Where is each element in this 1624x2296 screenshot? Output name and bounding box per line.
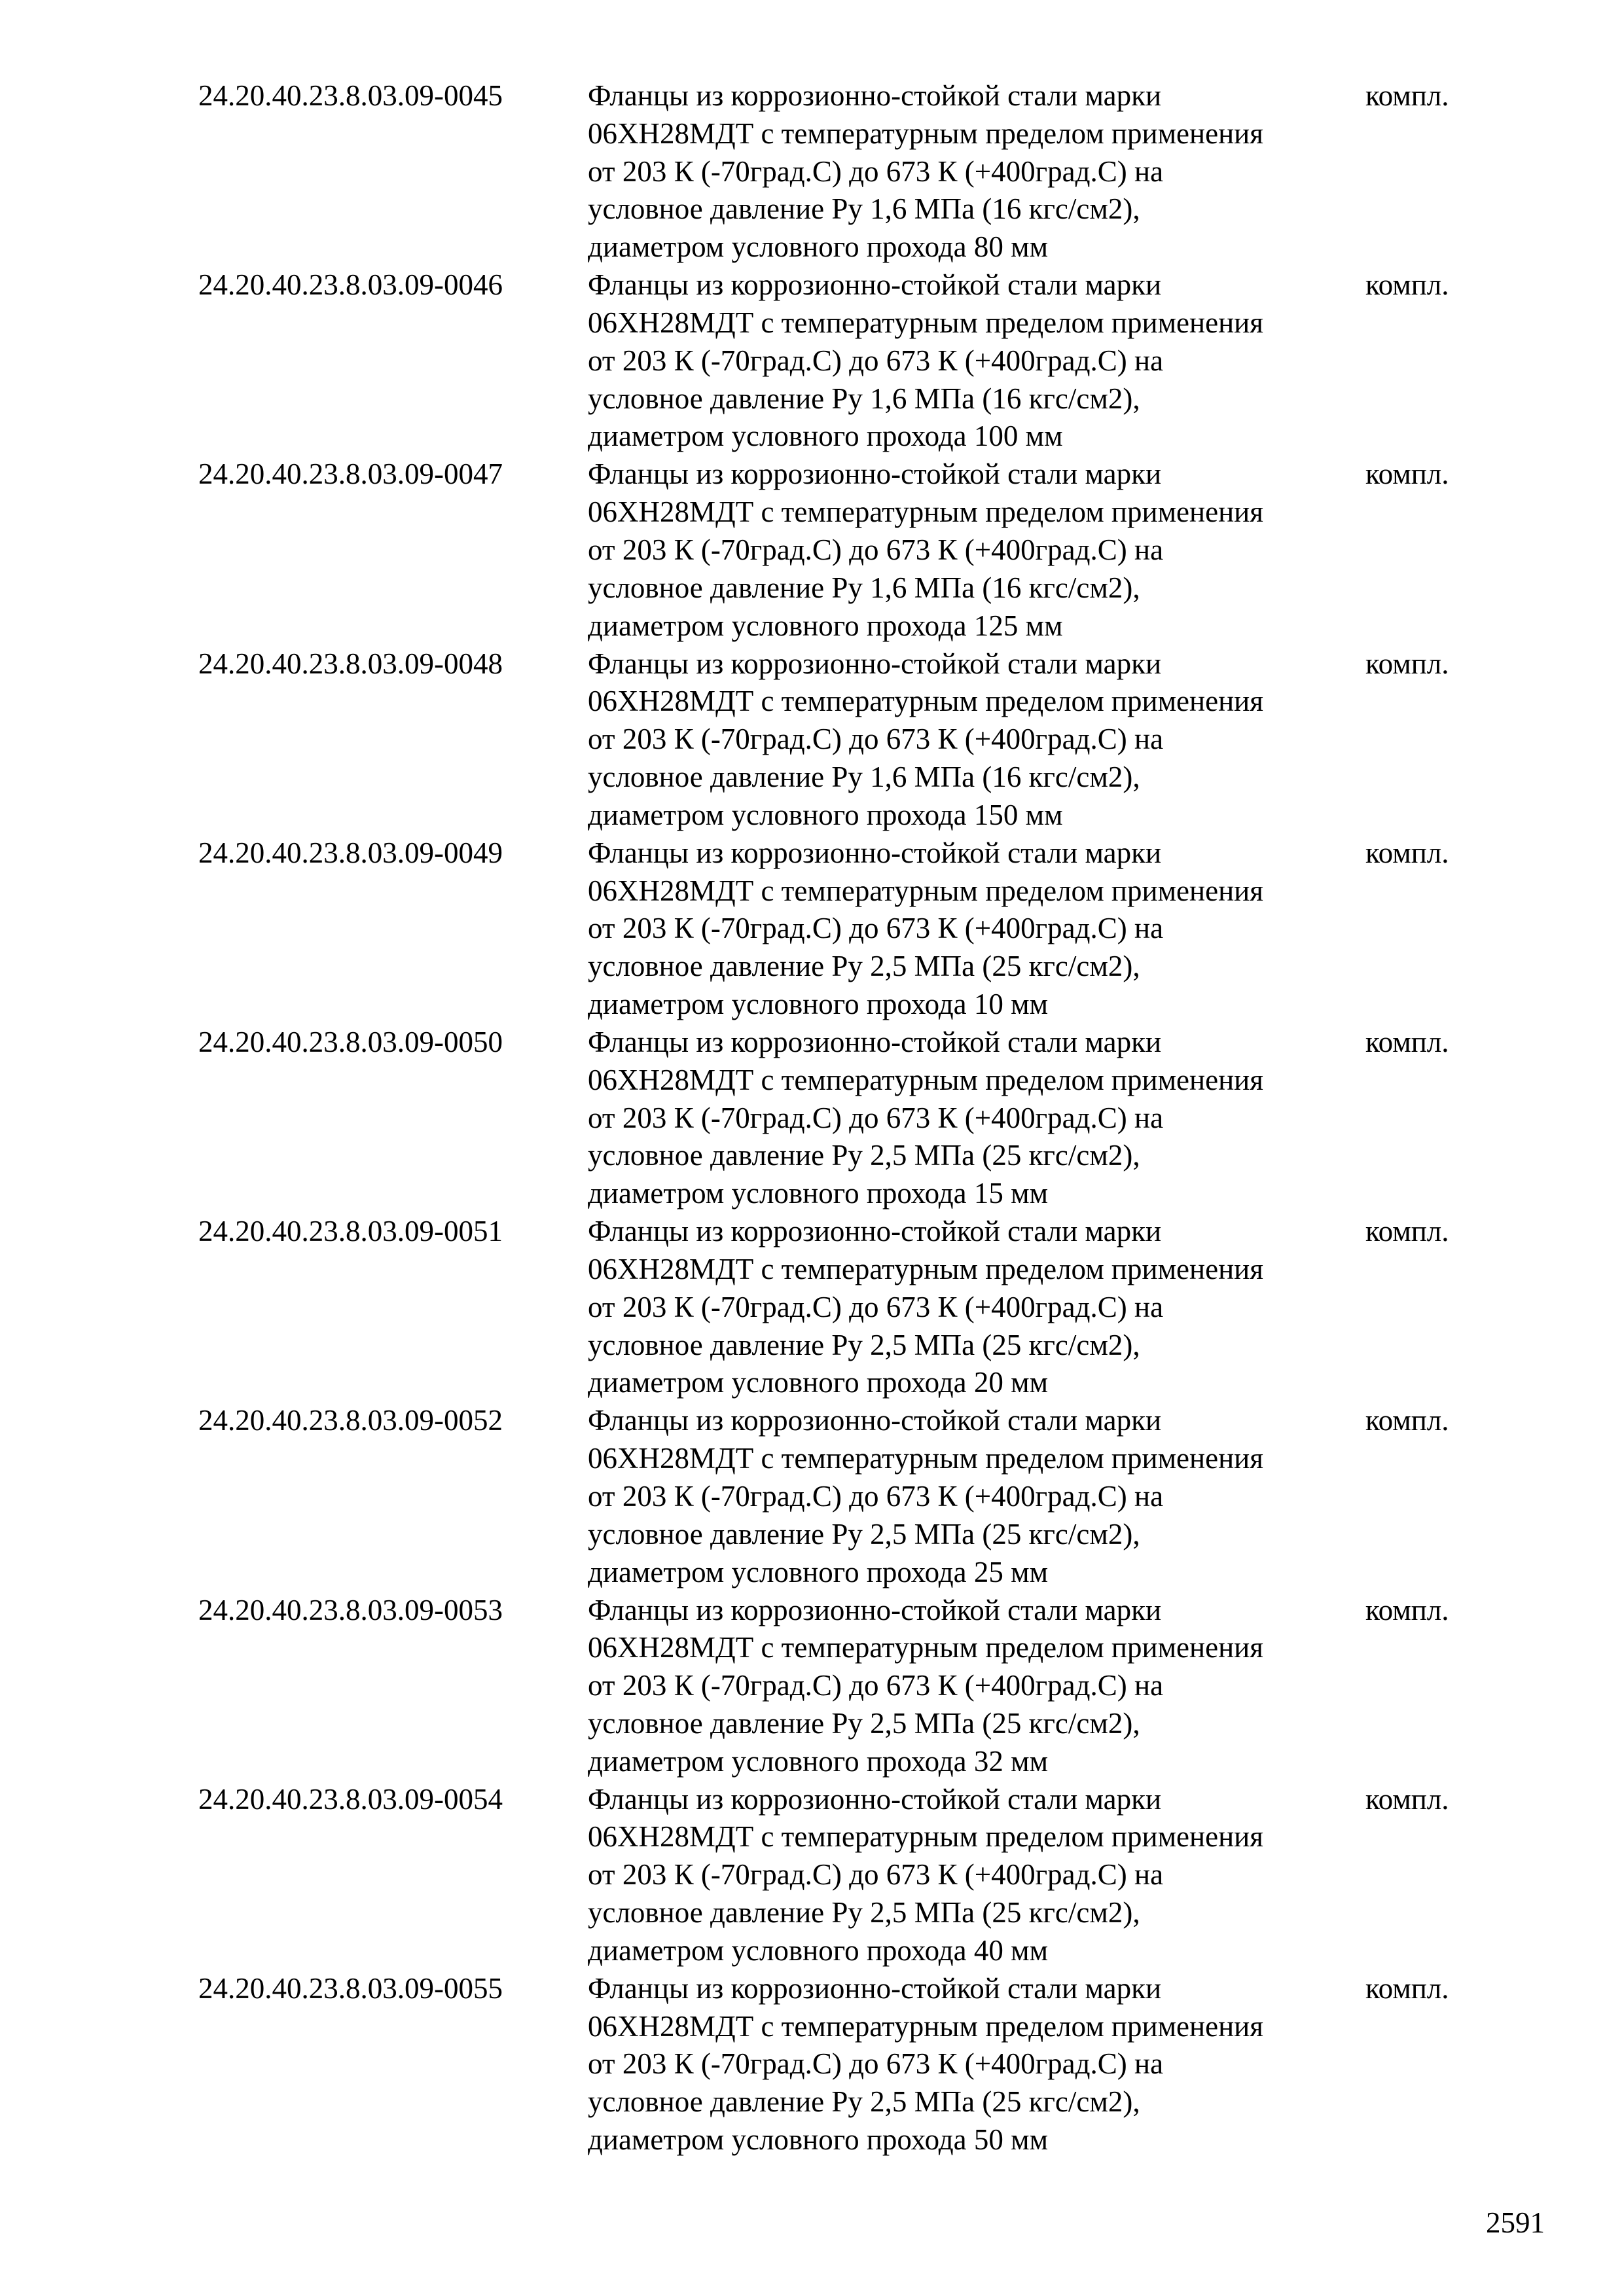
item-description	[588, 266, 1263, 456]
description-line: 06ХН28МДТ с температурным пределом применения	[588, 685, 1263, 718]
item-description	[588, 834, 1263, 1024]
description-line: Фланцы из коррозионно-стойкой стали марки	[588, 1971, 1162, 2005]
description-line: Фланцы из коррозионно-стойкой стали марки	[588, 268, 1162, 302]
list-item	[0, 1781, 1624, 1970]
description-line: диаметром условного прохода 20 мм	[588, 1366, 1049, 1399]
list-item	[0, 456, 1624, 645]
description-line: Фланцы из коррозионно-стойкой стали марки	[588, 1782, 1162, 1816]
item-unit: компл.	[1365, 1593, 1449, 1626]
description-line: условное давление Ру 2,5 МПа (25 кгс/см2),	[588, 950, 1140, 983]
description-line: от 203 К (-70град.С) до 673 К (+400град.С) на	[588, 1101, 1164, 1134]
list-item	[0, 645, 1624, 834]
description-line: 06ХН28МДТ с температурным пределом применения	[588, 1442, 1263, 1475]
description-line: от 203 К (-70град.С) до 673 К (+400град.С) на	[588, 1479, 1164, 1513]
description-line: от 203 К (-70град.С) до 673 К (+400град.С) на	[588, 1290, 1164, 1323]
description-line: условное давление Ру 2,5 МПа (25 кгс/см2),	[588, 1517, 1140, 1551]
item-unit: компл.	[1365, 1782, 1449, 1816]
item-description	[588, 456, 1263, 645]
description-line: 06ХН28МДТ с температурным пределом применения	[588, 1820, 1263, 1854]
description-line: Фланцы из коррозионно-стойкой стали марки	[588, 1025, 1162, 1058]
description-line: условное давление Ру 2,5 МПа (25 кгс/см2),	[588, 2085, 1140, 2119]
item-description	[588, 1592, 1263, 1781]
item-description	[588, 1970, 1263, 2159]
item-unit: компл.	[1365, 268, 1449, 302]
item-unit: компл.	[1365, 1971, 1449, 2005]
description-line: 06ХН28МДТ с температурным пределом применения	[588, 306, 1263, 339]
description-line: от 203 К (-70град.С) до 673 К (+400град.С) на	[588, 723, 1164, 756]
item-description	[588, 1402, 1263, 1591]
description-line: условное давление Ру 1,6 МПа (16 кгс/см2),	[588, 382, 1140, 415]
item-description	[588, 1213, 1263, 1402]
description-line: Фланцы из коррозионно-стойкой стали марки	[588, 79, 1162, 112]
item-unit: компл.	[1365, 1404, 1449, 1437]
description-line: условное давление Ру 1,6 МПа (16 кгс/см2),	[588, 760, 1140, 793]
description-line: от 203 К (-70град.С) до 673 К (+400град.С) на	[588, 533, 1164, 566]
description-line: Фланцы из коррозионно-стойкой стали марки	[588, 836, 1162, 869]
description-line: 06ХН28МДТ с температурным пределом применения	[588, 1252, 1263, 1285]
description-line: условное давление Ру 2,5 МПа (25 кгс/см2),	[588, 1328, 1140, 1361]
description-line: 06ХН28МДТ с температурным пределом применения	[588, 874, 1263, 907]
description-line: диаметром условного прохода 150 мм	[588, 798, 1063, 831]
description-line: диаметром условного прохода 25 мм	[588, 1555, 1049, 1588]
description-line: условное давление Ру 1,6 МПа (16 кгс/см2),	[588, 571, 1140, 604]
description-line: 06ХН28МДТ с температурным пределом применения	[588, 1063, 1263, 1096]
item-description	[588, 77, 1263, 266]
description-line: от 203 К (-70град.С) до 673 К (+400град.С) на	[588, 912, 1164, 945]
description-line: от 203 К (-70град.С) до 673 К (+400град.С) на	[588, 154, 1164, 188]
item-description	[588, 1781, 1263, 1970]
list-item	[0, 77, 1624, 266]
list-item	[0, 834, 1624, 1024]
description-line: диаметром условного прохода 125 мм	[588, 609, 1063, 642]
item-unit: компл.	[1365, 79, 1449, 112]
description-line: Фланцы из коррозионно-стойкой стали марки	[588, 1593, 1162, 1626]
item-code: 24.20.40.23.8.03.09-0051	[198, 1215, 503, 1248]
description-line: Фланцы из коррозионно-стойкой стали марки	[588, 647, 1162, 680]
list-item	[0, 1970, 1624, 2159]
item-unit: компл.	[1365, 647, 1449, 680]
description-line: от 203 К (-70град.С) до 673 К (+400град.С) на	[588, 344, 1164, 377]
description-line: 06ХН28МДТ с температурным пределом применения	[588, 117, 1263, 150]
item-unit: компл.	[1365, 1025, 1449, 1058]
item-code: 24.20.40.23.8.03.09-0050	[198, 1025, 503, 1058]
page-number: 2591	[1486, 2206, 1545, 2239]
item-code: 24.20.40.23.8.03.09-0052	[198, 1404, 503, 1437]
list-item	[0, 1592, 1624, 1781]
list-item	[0, 1402, 1624, 1591]
description-line: диаметром условного прохода 100 мм	[588, 420, 1063, 453]
description-line: диаметром условного прохода 40 мм	[588, 1933, 1049, 1967]
item-code: 24.20.40.23.8.03.09-0047	[198, 457, 503, 491]
description-line: диаметром условного прохода 32 мм	[588, 1744, 1049, 1778]
item-code: 24.20.40.23.8.03.09-0048	[198, 647, 503, 680]
list-item	[0, 1024, 1624, 1213]
description-line: условное давление Ру 2,5 МПа (25 кгс/см2),	[588, 1896, 1140, 1929]
item-code: 24.20.40.23.8.03.09-0055	[198, 1971, 503, 2005]
item-unit: компл.	[1365, 836, 1449, 869]
description-line: от 203 К (-70град.С) до 673 К (+400град.С) на	[588, 1669, 1164, 1702]
description-line: диаметром условного прохода 15 мм	[588, 1177, 1049, 1210]
description-line: Фланцы из коррозионно-стойкой стали марки	[588, 457, 1162, 491]
item-code: 24.20.40.23.8.03.09-0053	[198, 1593, 503, 1626]
item-unit: компл.	[1365, 457, 1449, 491]
price-list-entries	[0, 77, 1624, 2159]
description-line: диаметром условного прохода 80 мм	[588, 230, 1049, 264]
description-line: от 203 К (-70град.С) до 673 К (+400град.С) на	[588, 1858, 1164, 1892]
description-line: 06ХН28МДТ с температурным пределом применения	[588, 1631, 1263, 1664]
item-unit: компл.	[1365, 1215, 1449, 1248]
item-description	[588, 1024, 1263, 1213]
description-line: диаметром условного прохода 10 мм	[588, 987, 1049, 1020]
item-code: 24.20.40.23.8.03.09-0054	[198, 1782, 503, 1816]
item-code: 24.20.40.23.8.03.09-0046	[198, 268, 503, 302]
description-line: 06ХН28МДТ с температурным пределом применения	[588, 2009, 1263, 2043]
description-line: Фланцы из коррозионно-стойкой стали марки	[588, 1215, 1162, 1248]
description-line: условное давление Ру 2,5 МПа (25 кгс/см2),	[588, 1139, 1140, 1172]
description-line: 06ХН28МДТ с температурным пределом применения	[588, 495, 1263, 529]
item-code: 24.20.40.23.8.03.09-0045	[198, 79, 503, 112]
description-line: условное давление Ру 1,6 МПа (16 кгс/см2),	[588, 192, 1140, 226]
description-line: Фланцы из коррозионно-стойкой стали марки	[588, 1404, 1162, 1437]
item-code: 24.20.40.23.8.03.09-0049	[198, 836, 503, 869]
item-description	[588, 645, 1263, 834]
description-line: диаметром условного прохода 50 мм	[588, 2123, 1049, 2157]
list-item	[0, 1213, 1624, 1402]
description-line: условное давление Ру 2,5 МПа (25 кгс/см2),	[588, 1706, 1140, 1740]
list-item	[0, 266, 1624, 456]
description-line: от 203 К (-70град.С) до 673 К (+400град.С) на	[588, 2047, 1164, 2081]
